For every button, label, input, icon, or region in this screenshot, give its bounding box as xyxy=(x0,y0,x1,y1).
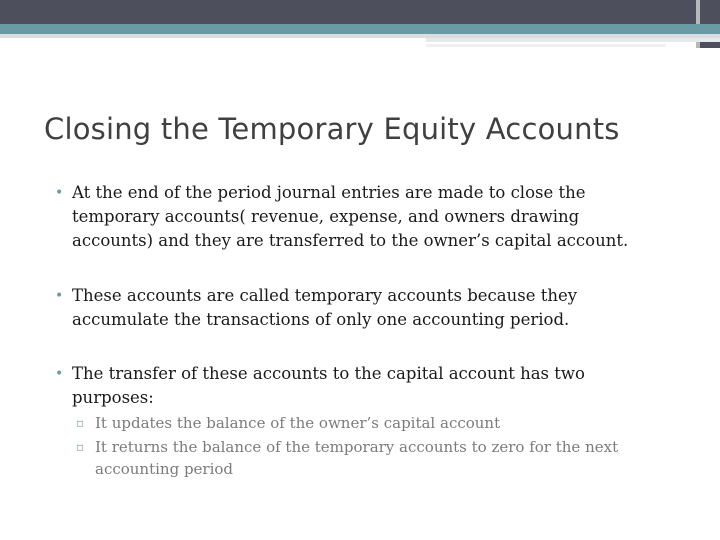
bullet-marker: • xyxy=(55,366,64,382)
bullet-item xyxy=(55,362,635,410)
sub-bullet-text: It returns the balance of the temporary accounts to zero for the next accounting period xyxy=(95,438,619,478)
slide-title: Closing the Temporary Equity Accounts xyxy=(44,112,620,146)
sub-bullet-item xyxy=(76,412,666,434)
sub-bullet-marker: ▫ xyxy=(76,440,85,454)
sub-bullet-text: It updates the balance of the owner’s capital account xyxy=(95,414,501,432)
header-bar-light-short xyxy=(426,38,720,42)
header-bar-accent xyxy=(0,24,720,34)
bullet-item xyxy=(55,284,635,332)
header-bar-light-shorter xyxy=(426,44,666,47)
bullet-text: At the end of the period journal entries are made to close the temporary accounts( revenue, expense, and owners drawing accounts) and they are transferred to the owner’s capital account. xyxy=(72,183,629,250)
sub-bullet-item xyxy=(76,436,666,480)
bullet-item xyxy=(55,181,635,253)
bullet-text: These accounts are called temporary accounts because they accumulate the transactions of only one accounting period. xyxy=(72,286,578,329)
bullet-marker: • xyxy=(55,288,64,304)
bullet-text: The transfer of these accounts to the capital account has two purposes: xyxy=(72,364,585,407)
bullet-marker: • xyxy=(55,185,64,201)
header-bar-dark xyxy=(0,0,720,24)
sub-bullet-marker: ▫ xyxy=(76,416,85,430)
